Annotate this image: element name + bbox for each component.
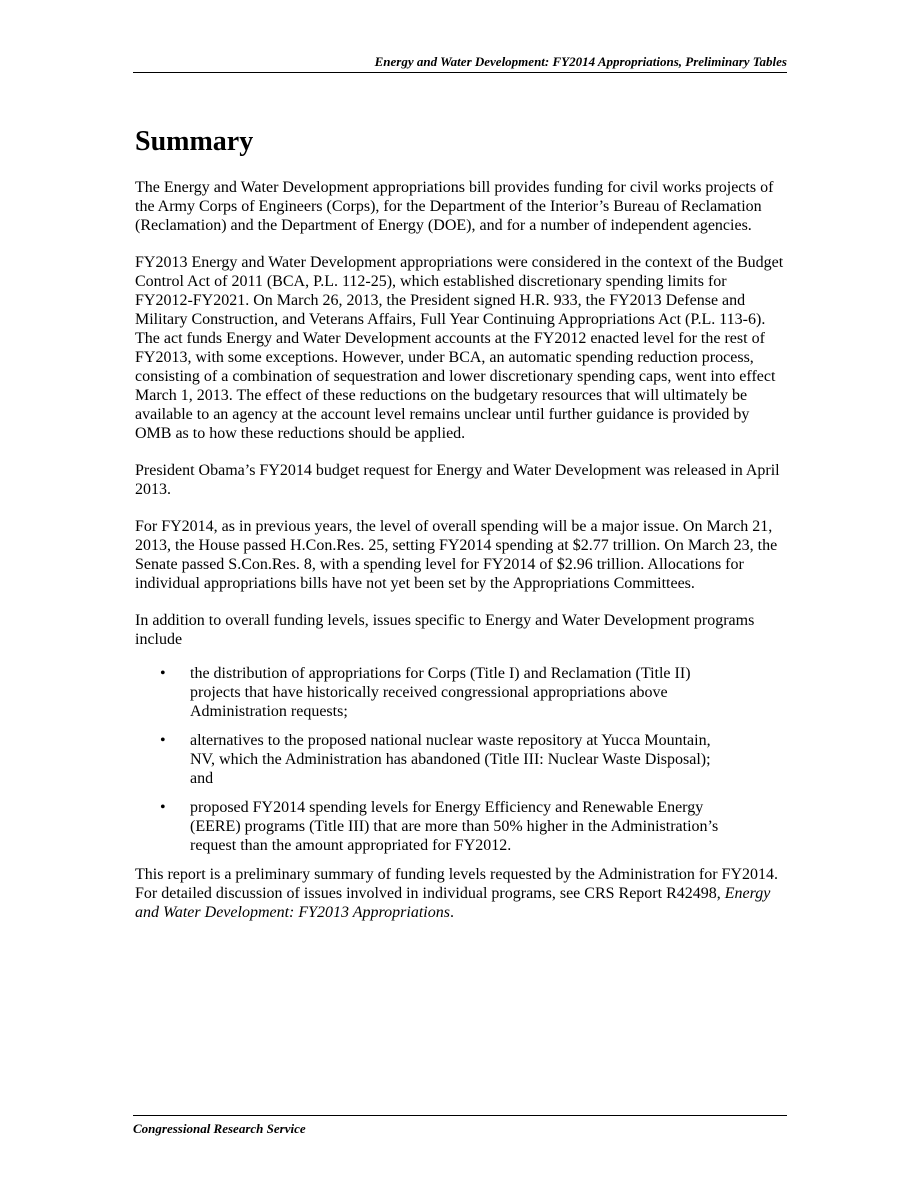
- list-item-text: the distribution of appropriations for Corps (Title I) and Reclamation (Title II) projects that have historically received congressional appropriations above Administration requests;: [190, 665, 691, 720]
- paragraph-budget-request: President Obama’s FY2014 budget request for Energy and Water Development was released in April 2013.: [135, 462, 780, 498]
- bullet-marker: •: [160, 665, 166, 682]
- main-content: [135, 122, 785, 940]
- list-item-text: alternatives to the proposed national nuclear waste repository at Yucca Mountain, NV, which the Administration has abandoned (Title III: Nuclear Waste Disposal); and: [190, 732, 711, 787]
- bullet-marker: •: [160, 799, 166, 816]
- bullet-marker: •: [160, 732, 166, 749]
- closing-text: This report is a preliminary summary of funding levels requested by the Administration for FY2014. For detailed discussion of issues involved in individual programs, see CRS Report R42498,: [135, 866, 778, 902]
- section-heading: Summary: [135, 126, 254, 157]
- list-item-text: proposed FY2014 spending levels for Energy Efficiency and Renewable Energy (EERE) programs (Title III) that are more than 50% higher in the Administration’s request than the amount appropriated for FY2012.: [190, 799, 719, 854]
- list-item: [135, 731, 735, 788]
- list-item: [135, 664, 735, 721]
- closing-period: .: [449, 904, 454, 921]
- issues-list: [135, 664, 785, 855]
- crs-report-title: Energy and Water Development: FY2013 Appropriations: [135, 885, 771, 921]
- paragraph-intro: The Energy and Water Development appropriations bill provides funding for civil works projects of the Army Corps of Engineers (Corps), for the Department of the Interior’s Bureau of Reclamation (Reclamation) and the Department of Energy (DOE), and for a number of independent agencies.: [135, 179, 774, 234]
- list-item: [135, 798, 735, 855]
- running-header: Energy and Water Development: FY2014 Appropriations, Preliminary Tables: [133, 54, 787, 73]
- paragraph-issues-intro: In addition to overall funding levels, issues specific to Energy and Water Development programs include: [135, 612, 755, 648]
- running-footer: Congressional Research Service: [133, 1115, 787, 1136]
- paragraph-fy2013-context: FY2013 Energy and Water Development appropriations were considered in the context of the Budget Control Act of 2011 (BCA, P.L. 112-25), which established discretionary spending limits for FY2012-FY2021. On March 26, 2013, the President signed H.R. 933, the FY2013 Defense and Military Construction, and Veterans Affairs, Full Year Continuing Appropriations Act (P.L. 113-6). The act funds Energy and Water Development accounts at the FY2012 enacted level for the rest of FY2013, with some exceptions. However, under BCA, an automatic spending reduction process, consisting of a combination of sequestration and lower discretionary spending caps, went into effect March 1, 2013. The effect of these reductions on the budgetary resources that will ultimately be available to an agency at the account level remains unclear until further guidance is provided by OMB as to how these reductions should be applied.: [135, 254, 784, 442]
- paragraph-closing: [135, 865, 785, 922]
- paragraph-overall-spending: For FY2014, as in previous years, the level of overall spending will be a major issue. On March 21, 2013, the House passed H.Con.Res. 25, setting FY2014 spending at $2.77 trillion. On March 23, the Senate passed S.Con.Res. 8, with a spending level for FY2014 of $2.96 trillion. Allocations for individual appropriations bills have not yet been set by the Appropriations Committees.: [135, 518, 778, 592]
